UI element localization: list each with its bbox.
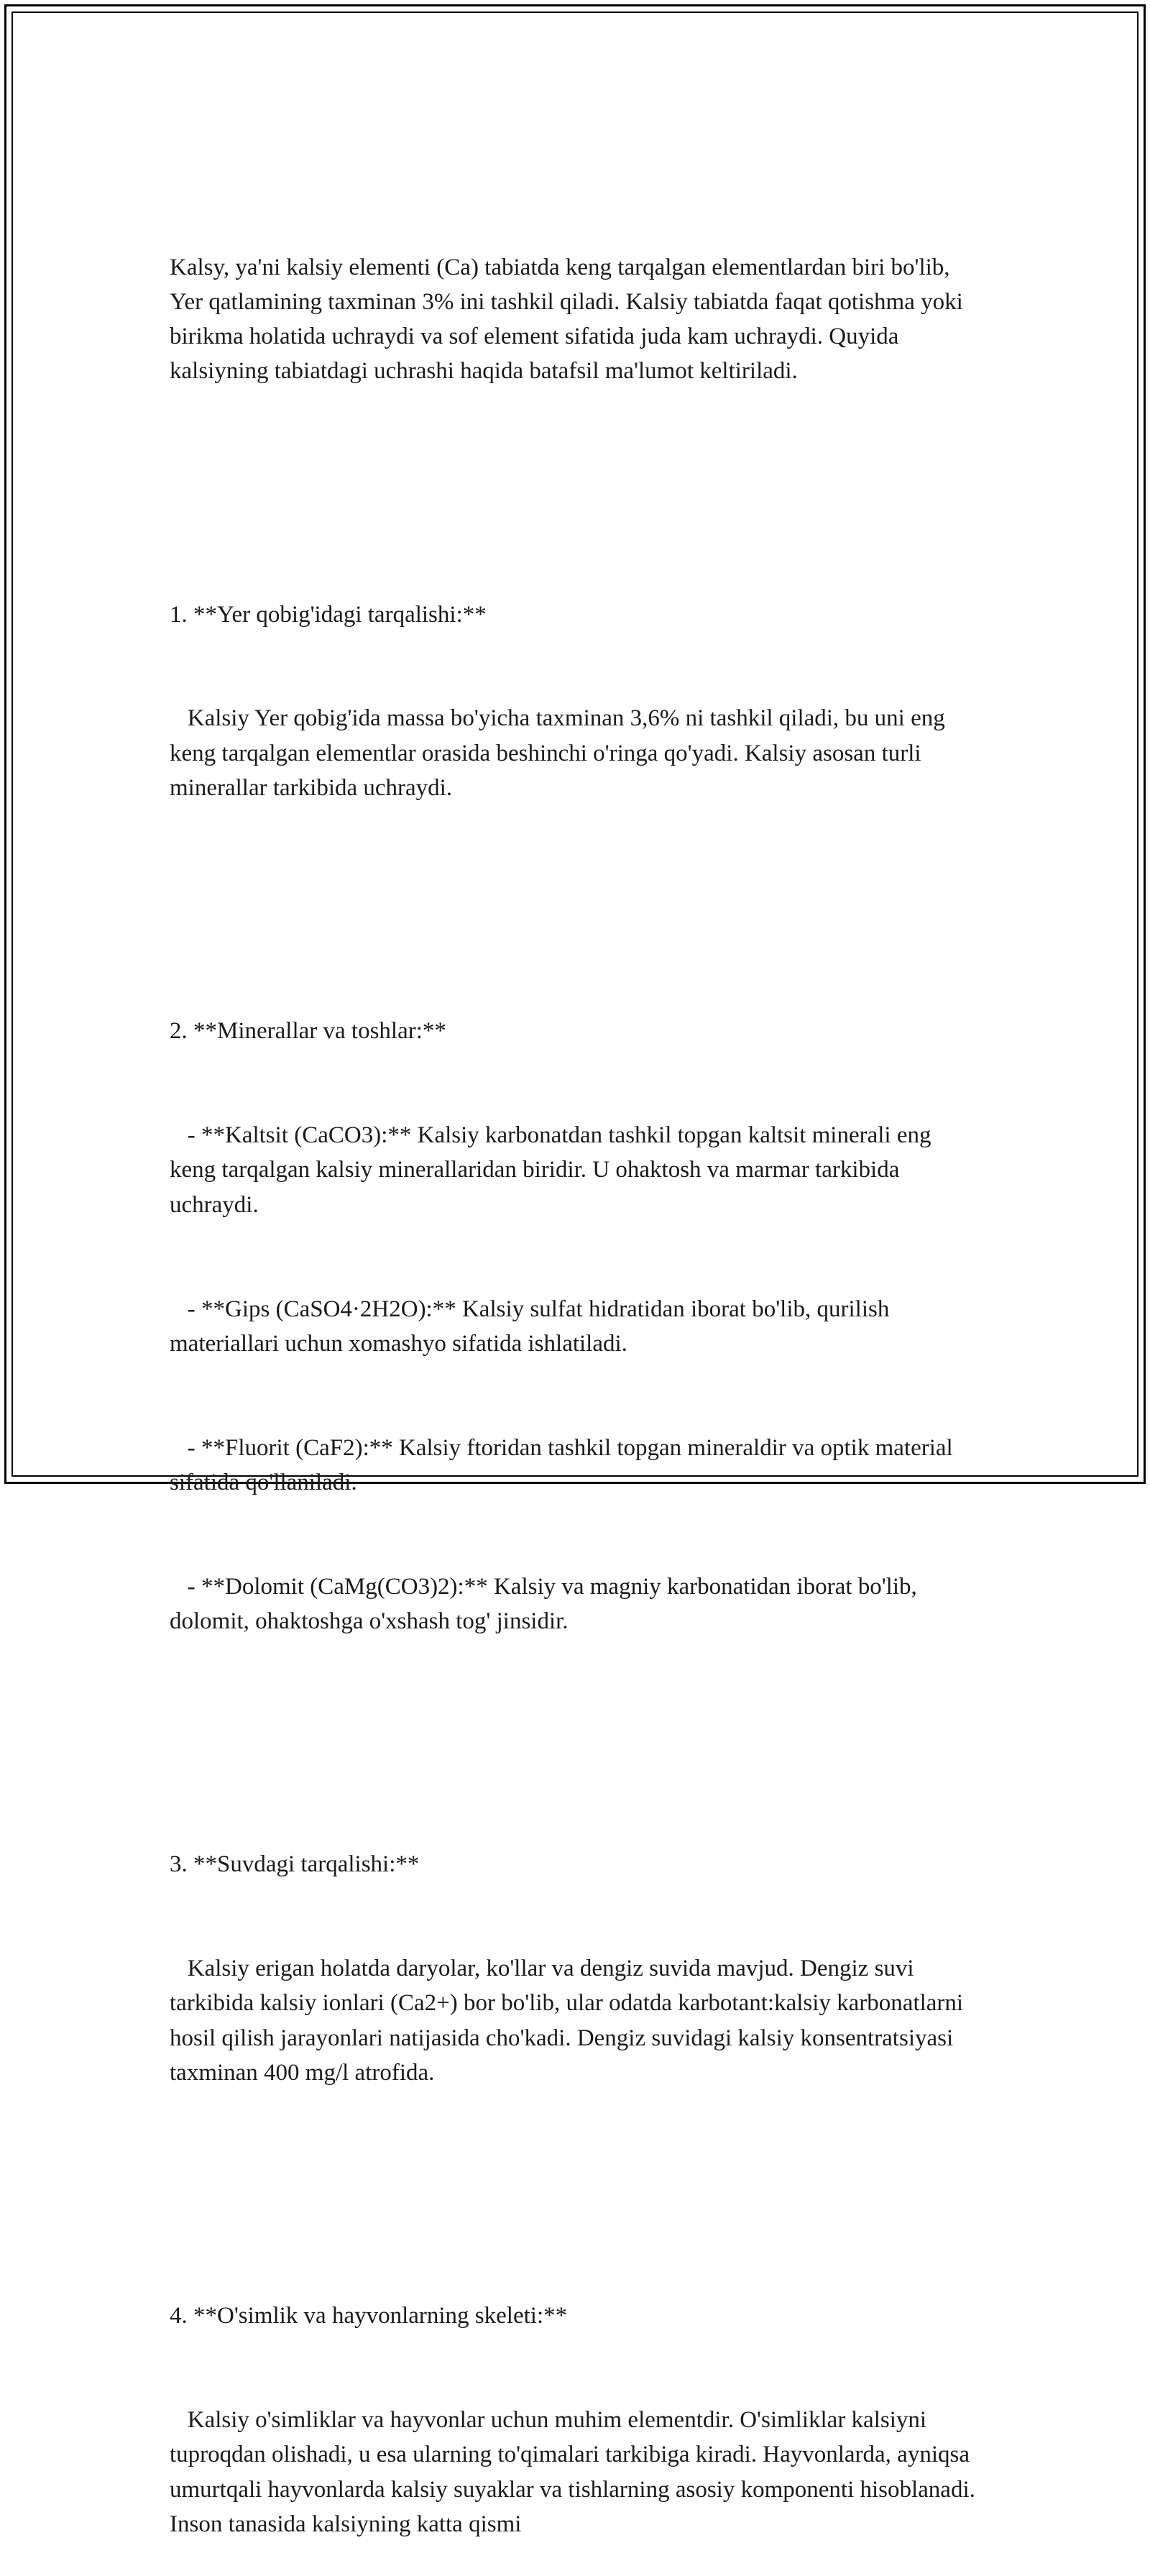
mineral-item-gips: - **Gips (CaSO4·2H2O):** Kalsiy sulfat hidratidan iborat bo'lib, qurilish materiallari uchun xomashyo sifatida ishlatiladi. [170,1296,896,1357]
section-4-body: Kalsiy o'simliklar va hayvonlar uchun muhim elementdir. O'simliklar kalsiyni tuproqdan olishadi, u esa ularning to'qimalari tarkibiga kiradi. Hayvonlarda, ayniqsa umurtqali hayvonlarda kalsiy suyaklar va tishlarning asosiy komponenti hisoblanadi. Inson tanasida kalsiyning katta qismi [170,2407,982,2537]
intro-paragraph: Kalsy, ya'ni kalsiy elementi (Ca) tabiatda keng tarqalgan elementlardan biri bo'lib, Yer qatlamining taxminan 3% ini tashkil qiladi. Kalsiy tabiatda faqat qotishma yoki birikma holatida uchraydi va sof element sifatida juda kam uchraydi. Quyida kalsiyning tabiatdagi uchrashi haqida batafsil ma'lumot keltiriladi. [170,254,970,385]
mineral-item-fluorit: - **Fluorit (CaF2):** Kalsiy ftoridan tashkil topgan mineraldir va optik material sifatida qo'llaniladi. [170,1434,959,1495]
section-3-heading: 3. **Suvdagi tarqalishi:** [170,1851,420,1878]
mineral-item-kaltsit: - **Kaltsit (CaCO3):** Kalsiy karbonatdan tashkil topgan kaltsit minerali eng keng tarqalgan kalsiy minerallaridan biridir. U ohaktosh va marmar tarkibida uchraydi. [170,1122,937,1218]
section-1-heading: 1. **Yer qobig'idagi tarqalishi:** [170,601,487,628]
section-3-body: Kalsiy erigan holatda daryolar, ko'llar va dengiz suvida mavjud. Dengiz suvi tarkibida kalsiy ionlari (Ca2+) bor bo'lib, ular odatda karbotant:kalsiy karbonatlarni hosil qilish jarayonlari natijasida cho'kadi. Dengiz suvidagi kalsiy konsentratsiyasi taxminan 400 mg/l atrofida. [170,1956,970,2086]
paragraph-gap [170,2160,978,2194]
paragraph-gap [170,1708,978,1743]
mineral-item-dolomit: - **Dolomit (CaMg(CO3)2):** Kalsiy va magniy karbonatidan iborat bo'lib, dolomit, ohaktoshga o'xshash tog' jinsidir. [170,1573,924,1635]
section-1-body: Kalsiy Yer qobig'ida massa bo'yicha taxminan 3,6% ni tashkil qiladi, bu uni eng keng tarqalgan elementlar orasida beshinchi o'ringa qo'yadi. Kalsiy asosan turli minerallar tarkibida uchraydi. [170,705,952,802]
paragraph-gap [170,875,978,909]
paragraph-gap [170,458,978,492]
section-2-heading: 2. **Minerallar va toshlar:** [170,1018,446,1045]
section-4-heading: 4. **O'simlik va hayvonlarning skeleti:** [170,2303,568,2329]
document-body [170,180,982,2576]
